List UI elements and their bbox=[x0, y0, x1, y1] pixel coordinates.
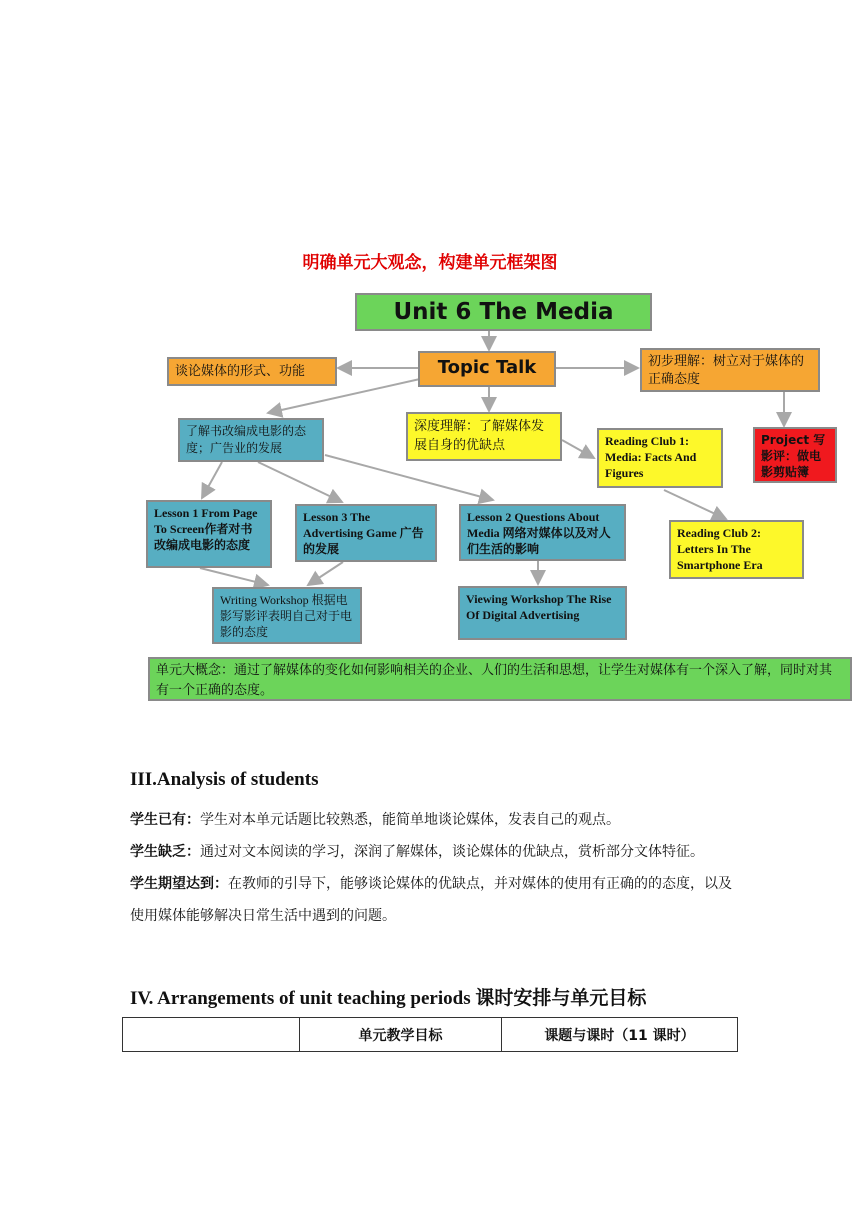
deep-understanding-box: 深度理解：了解媒体发展自身的优缺点 bbox=[406, 412, 562, 461]
book-film-attitude-box: 了解书改编成电影的态度；广告业的发展 bbox=[178, 418, 324, 462]
students-analysis bbox=[130, 804, 742, 932]
students-expect-label: 学生期望达到： bbox=[130, 876, 228, 892]
framework-title: 明确单元大观念，构建单元框架图 bbox=[302, 253, 558, 273]
unit-big-concept-box: 单元大概念：通过了解媒体的变化如何影响相关的企业、人们的生活和思想，让学生对媒体有一个深入了解，同时对其有一个正确的态度。 bbox=[148, 657, 852, 701]
topic-talk-box: Topic Talk bbox=[418, 351, 556, 387]
project-box: Project 写影评：做电影剪贴簿 bbox=[753, 427, 837, 483]
unit-title-box: Unit 6 The Media bbox=[355, 293, 652, 331]
students-expect-text: 在教师的引导下，能够谈论媒体的优缺点，并对媒体的使用有正确的的态度，以及使用媒体能够解决日常生活中遇到的问题。 bbox=[130, 876, 732, 924]
section-iv-heading: IV. Arrangements of unit teaching periods 课时安排与单元目标 bbox=[130, 988, 647, 1009]
table-header-row bbox=[123, 1018, 738, 1052]
reading-club-2-box: Reading Club 2: Letters In The Smartphone Era bbox=[669, 520, 804, 579]
lesson-3-box: Lesson 3 The Advertising Game 广告的发展 bbox=[295, 504, 437, 562]
students-expect-paragraph bbox=[130, 868, 742, 932]
students-lack-text: 通过对文本阅读的学习，深润了解媒体，谈论媒体的优缺点，赏析部分文体特征。 bbox=[200, 844, 704, 860]
students-lack-label: 学生缺乏： bbox=[130, 844, 200, 860]
section-iii-heading: III.Analysis of students bbox=[130, 769, 319, 790]
table-header-goals: 单元教学目标 bbox=[300, 1018, 502, 1052]
unit-plan-table bbox=[122, 1017, 738, 1052]
students-lack-paragraph bbox=[130, 836, 742, 868]
writing-workshop-box: Writing Workshop 根据电影写影评表明自己对于电影的态度 bbox=[212, 587, 362, 644]
table-header-empty bbox=[123, 1018, 300, 1052]
lesson-1-box: Lesson 1 From Page To Screen作者对书改编成电影的态度 bbox=[146, 500, 272, 568]
students-have-label: 学生已有： bbox=[130, 812, 200, 828]
students-have-text: 学生对本单元话题比较熟悉，能简单地谈论媒体，发表自己的观点。 bbox=[200, 812, 620, 828]
form-function-box: 谈论媒体的形式、功能 bbox=[167, 357, 337, 386]
lesson-2-box: Lesson 2 Questions About Media 网络对媒体以及对人们生活的影响 bbox=[459, 504, 626, 561]
viewing-workshop-box: Viewing Workshop The Rise Of Digital Advertising bbox=[458, 586, 627, 640]
table-header-periods: 课题与课时（11 课时） bbox=[502, 1018, 738, 1052]
reading-club-1-box: Reading Club 1: Media: Facts And Figures bbox=[597, 428, 723, 488]
initial-understanding-box: 初步理解：树立对于媒体的正确态度 bbox=[640, 348, 820, 392]
students-have-paragraph bbox=[130, 804, 742, 836]
